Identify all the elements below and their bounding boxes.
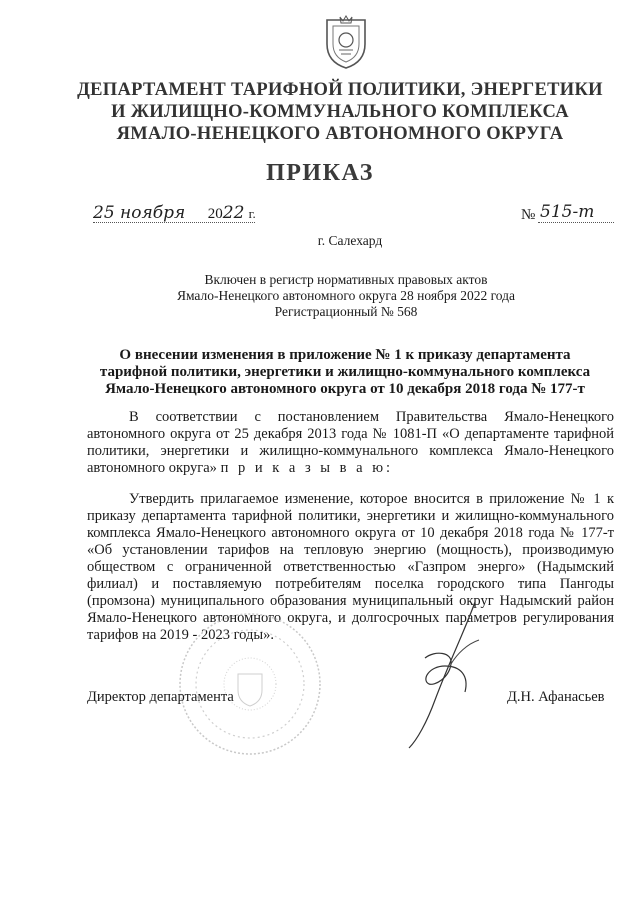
body-text: Утвердить прилагаемое изменение, которое вносится в приложение № 1 к приказу департамента тарифной политики, энергетики и жилищно-коммунального комплекса Ямало-Ненецкого автономного округа от 10 декабря 2018 года № 177-т «Об установлении тарифов на тепловую энергию (мощность), производимую обществом с ограниченной ответственностью «Газпром энерго» (Надымский филиал) и поставляемую потребителям поселка городского типа Пангоды (промзона) муниципального образования муниципальный округ Надымский район Ямало-Ненецкого автономного округа, и долгосрочных параметров регулирования тарифов на 2019 - 2023 годы».: [87, 491, 614, 643]
date-handwritten: 25 ноября: [93, 203, 186, 223]
preamble-paragraph: [87, 409, 614, 477]
coat-of-arms-emblem: [323, 14, 369, 70]
number-underline: [538, 222, 614, 223]
signatory-name: Д.Н. Афанасьев: [507, 689, 605, 705]
city: г. Салехард: [317, 233, 383, 248]
document-subject: [80, 347, 610, 398]
body-paragraph: [87, 491, 614, 644]
date-year-prefix: 20: [207, 206, 223, 222]
subject-line-2: тарифной политики, энергетики и жилищно-коммунального комплекса: [99, 364, 591, 380]
document-number: 515-т: [540, 202, 595, 222]
department-header-line-1: ДЕПАРТАМЕНТ ТАРИФНОЙ ПОЛИТИКИ, ЭНЕРГЕТИКИ: [77, 80, 603, 100]
registry-line-1: Включен в регистр нормативных правовых актов: [204, 272, 488, 287]
official-stamp: [176, 610, 324, 758]
department-header-line-2: И ЖИЛИЩНО-КОММУНАЛЬНОГО КОМПЛЕКСА: [111, 102, 569, 122]
document-date: [93, 203, 256, 223]
registry-line-3: Регистрационный № 568: [274, 304, 418, 319]
order-word: п р и к а з ы в а ю:: [220, 460, 394, 476]
date-year-handwritten: 22: [222, 203, 245, 223]
registry-line-2: Ямало-Ненецкого автономного округа 28 ноября 2022 года: [176, 288, 516, 303]
department-header-line-3: ЯМАЛО-НЕНЕЦКОГО АВТОНОМНОГО ОКРУГА: [116, 124, 564, 144]
number-label: №: [521, 207, 536, 223]
handwritten-signature: [405, 600, 505, 750]
preamble-text: В соответствии с постановлением Правительства Ямало-Ненецкого автономного округа от 25 декабря 2013 года № 1081-П «О департаменте тарифной политики, энергетики и жилищно-коммунального комплекса Ямало-Ненецкого автономного округа»: [87, 409, 614, 476]
registry-note: [96, 272, 596, 320]
date-underline: [93, 222, 255, 223]
document-title: ПРИКАЗ: [266, 160, 374, 186]
subject-line-1: О внесении изменения в приложение № 1 к приказу департамента: [119, 347, 571, 363]
date-year-suffix: г.: [248, 206, 256, 221]
subject-line-3: Ямало-Ненецкого автономного округа от 10 декабря 2018 года № 177-т: [105, 381, 585, 397]
signatory-position: Директор департамента: [87, 689, 234, 705]
